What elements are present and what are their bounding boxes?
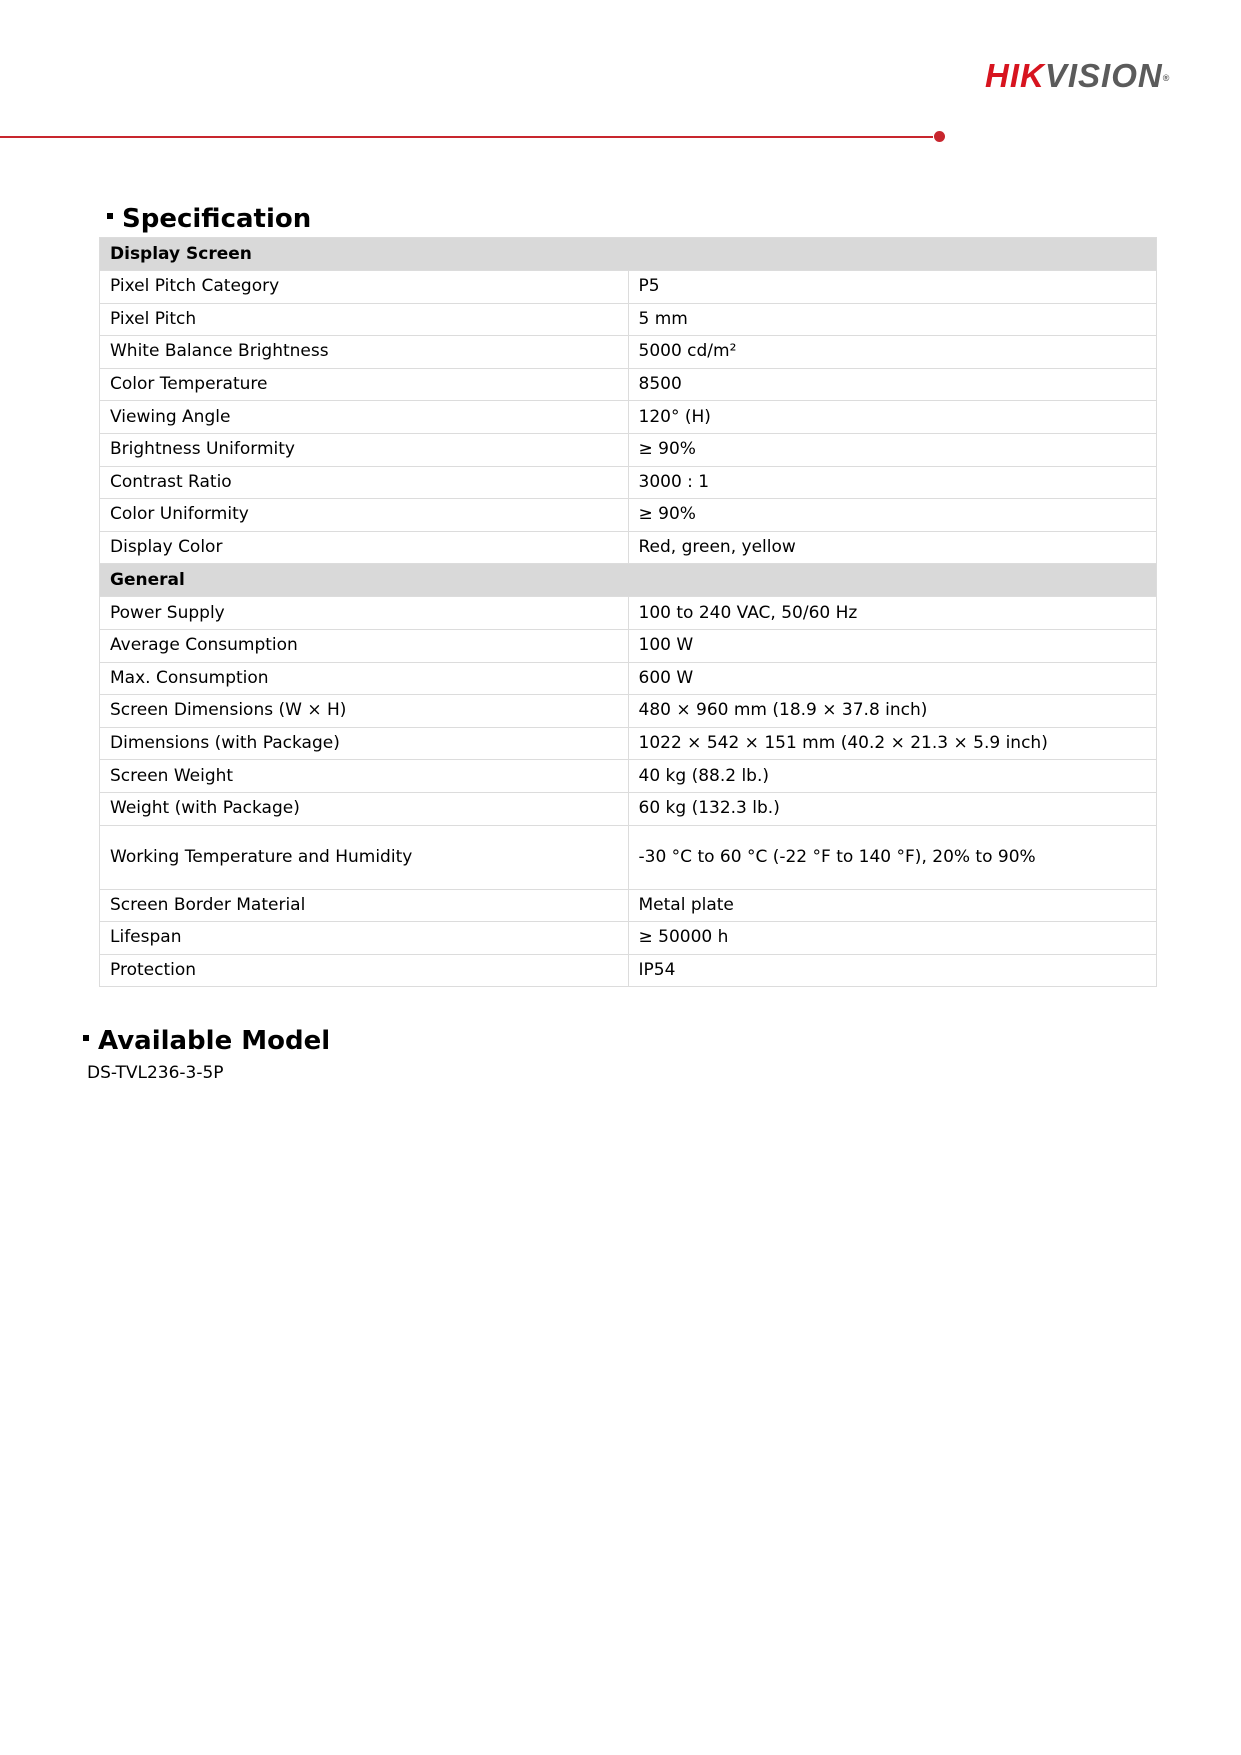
header-rule <box>0 136 933 138</box>
table-row <box>100 499 1157 532</box>
spec-label: Max. Consumption <box>100 662 629 695</box>
model-section-title-text: Available Model <box>98 1026 331 1056</box>
spec-value: 600 W <box>628 662 1157 695</box>
logo-gray-text: VISION <box>1044 57 1163 94</box>
table-row <box>100 954 1157 987</box>
spec-value: ≥ 90% <box>628 499 1157 532</box>
group-header: Display Screen <box>100 238 1157 271</box>
spec-value: ≥ 90% <box>628 433 1157 466</box>
table-row <box>100 727 1157 760</box>
spec-label: Pixel Pitch Category <box>100 271 629 304</box>
spec-value: Red, green, yellow <box>628 531 1157 564</box>
spec-label: Protection <box>100 954 629 987</box>
registered-mark: ® <box>1162 73 1171 83</box>
group-header-row <box>100 238 1157 271</box>
spec-label: White Balance Brightness <box>100 336 629 369</box>
table-row <box>100 629 1157 662</box>
table-row <box>100 531 1157 564</box>
spec-value: 3000 : 1 <box>628 466 1157 499</box>
table-row <box>100 889 1157 922</box>
header-rule-dot <box>934 131 945 142</box>
table-row <box>100 597 1157 630</box>
table-row <box>100 792 1157 825</box>
spec-value: 60 kg (132.3 lb.) <box>628 792 1157 825</box>
spec-value: 100 W <box>628 629 1157 662</box>
spec-label: Power Supply <box>100 597 629 630</box>
spec-label: Pixel Pitch <box>100 303 629 336</box>
spec-label: Contrast Ratio <box>100 466 629 499</box>
hikvision-logo <box>985 58 1170 94</box>
spec-value: 480 × 960 mm (18.9 × 37.8 inch) <box>628 695 1157 728</box>
spec-value: P5 <box>628 271 1157 304</box>
spec-label: Lifespan <box>100 922 629 955</box>
spec-label: Color Temperature <box>100 368 629 401</box>
table-row <box>100 368 1157 401</box>
table-row <box>100 336 1157 369</box>
model-number: DS-TVL236-3-5P <box>87 1063 224 1083</box>
table-row <box>100 401 1157 434</box>
spec-label: Color Uniformity <box>100 499 629 532</box>
spec-value: 120° (H) <box>628 401 1157 434</box>
spec-value: 40 kg (88.2 lb.) <box>628 760 1157 793</box>
spec-value: IP54 <box>628 954 1157 987</box>
square-bullet-icon <box>83 1035 89 1041</box>
spec-label: Viewing Angle <box>100 401 629 434</box>
table-row <box>100 271 1157 304</box>
spec-label: Working Temperature and Humidity <box>100 825 629 889</box>
spec-label: Display Color <box>100 531 629 564</box>
spec-table <box>99 237 1157 987</box>
table-row <box>100 825 1157 889</box>
table-row <box>100 695 1157 728</box>
spec-label: Weight (with Package) <box>100 792 629 825</box>
spec-label: Screen Border Material <box>100 889 629 922</box>
spec-value: ≥ 50000 h <box>628 922 1157 955</box>
spec-section-title-text: Specification <box>122 204 312 234</box>
spec-label: Screen Dimensions (W × H) <box>100 695 629 728</box>
spec-section-title <box>107 203 311 235</box>
table-row <box>100 760 1157 793</box>
square-bullet-icon <box>107 213 113 219</box>
model-section-title <box>83 1025 330 1057</box>
table-row <box>100 662 1157 695</box>
spec-label: Screen Weight <box>100 760 629 793</box>
group-header: General <box>100 564 1157 597</box>
spec-value: 8500 <box>628 368 1157 401</box>
logo-red-text: HIK <box>985 57 1045 94</box>
spec-value: -30 °C to 60 °C (-22 °F to 140 °F), 20% to 90% <box>628 825 1157 889</box>
spec-value: 1022 × 542 × 151 mm (40.2 × 21.3 × 5.9 inch) <box>628 727 1157 760</box>
group-header-row <box>100 564 1157 597</box>
spec-value: Metal plate <box>628 889 1157 922</box>
spec-label: Dimensions (with Package) <box>100 727 629 760</box>
spec-value: 100 to 240 VAC, 50/60 Hz <box>628 597 1157 630</box>
table-row <box>100 433 1157 466</box>
table-row <box>100 303 1157 336</box>
spec-label: Brightness Uniformity <box>100 433 629 466</box>
spec-value: 5000 cd/m² <box>628 336 1157 369</box>
spec-value: 5 mm <box>628 303 1157 336</box>
spec-label: Average Consumption <box>100 629 629 662</box>
table-row <box>100 466 1157 499</box>
table-row <box>100 922 1157 955</box>
